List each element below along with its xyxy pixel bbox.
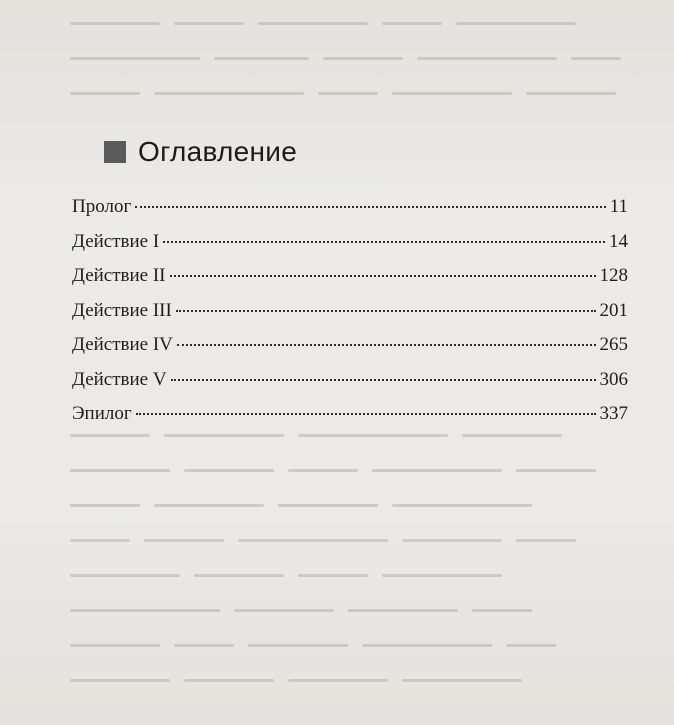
leader-dots bbox=[171, 379, 596, 381]
toc-entry-page: 265 bbox=[599, 334, 628, 355]
bleed-through-text-top bbox=[70, 6, 638, 111]
square-bullet-icon bbox=[104, 141, 126, 163]
toc-entry-label: Действие I bbox=[72, 230, 160, 252]
leader-dots bbox=[170, 275, 596, 277]
toc-entry[interactable] bbox=[72, 231, 628, 266]
toc-entry-label: Действие IV bbox=[72, 334, 173, 355]
leader-dots bbox=[176, 310, 596, 312]
toc-entry-page: 201 bbox=[599, 299, 628, 321]
toc-title: Оглавление bbox=[138, 136, 298, 167]
leader-dots bbox=[135, 206, 605, 208]
toc-entry[interactable] bbox=[72, 265, 628, 300]
toc-list bbox=[72, 196, 628, 438]
toc-entry[interactable] bbox=[72, 334, 628, 369]
toc-entry-page: 337 bbox=[599, 403, 628, 424]
toc-entry[interactable] bbox=[72, 369, 628, 404]
leader-dots bbox=[177, 344, 596, 346]
toc-entry-label: Пролог bbox=[72, 196, 132, 217]
toc-entry-page: 128 bbox=[599, 265, 628, 286]
toc-entry[interactable] bbox=[72, 196, 628, 231]
toc-entry-label: Действие V bbox=[72, 368, 167, 390]
bleed-through-text-bottom bbox=[70, 418, 638, 698]
toc-entry-page: 306 bbox=[599, 368, 628, 390]
toc-entry[interactable] bbox=[72, 300, 628, 335]
toc-entry-label: Эпилог bbox=[72, 403, 132, 424]
toc-entry-label: Действие III bbox=[72, 299, 172, 321]
toc-entry-label: Действие II bbox=[72, 265, 166, 286]
leader-dots bbox=[163, 241, 605, 243]
toc-entry-page: 14 bbox=[609, 230, 628, 252]
toc-heading bbox=[104, 136, 297, 168]
leader-dots bbox=[136, 413, 596, 415]
toc-entry-page: 11 bbox=[609, 196, 628, 217]
